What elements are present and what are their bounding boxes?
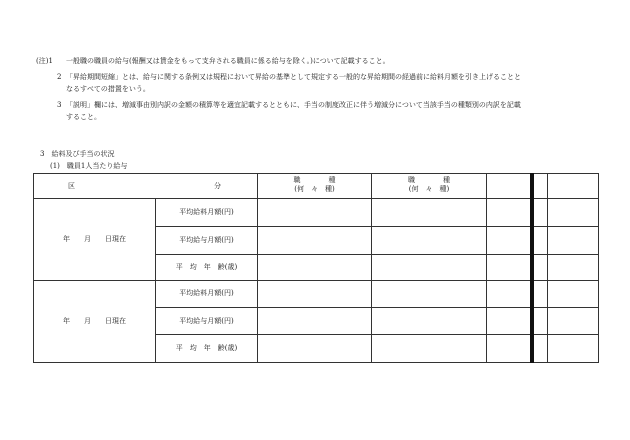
note-1: 一般職の職員の給与(報酬又は賃金をもって支弁される職員に係る給与を除く。)について記載すること。 xyxy=(66,57,390,65)
shokushu-sub: (何 々 種) xyxy=(294,185,335,193)
note-3-line2: すること。 xyxy=(66,113,101,121)
note-2-line2: なるすべての措置をいう。 xyxy=(66,85,150,93)
shokushu-header-2 xyxy=(372,176,486,194)
shokushu-title: 職 種 xyxy=(408,176,450,184)
shokushu-header-1 xyxy=(258,176,371,194)
table-line xyxy=(486,173,487,363)
row-label: 平 均 年 齢(歳) xyxy=(175,263,238,271)
table-line xyxy=(257,173,258,363)
table-line xyxy=(598,173,599,363)
section-subtitle: (1) 職員1人当たり給与 xyxy=(50,162,128,170)
note-2-number: 2 xyxy=(57,73,62,81)
section-title: 3 給料及び手当の状況 xyxy=(40,150,115,158)
note-3-number: 3 xyxy=(57,101,62,109)
table-line xyxy=(371,173,372,363)
table-line xyxy=(33,173,599,174)
header-ku: 区 xyxy=(68,182,75,190)
table-line xyxy=(33,198,599,199)
table-line xyxy=(33,280,599,281)
table-line xyxy=(33,362,599,363)
note-2-line1: 「昇給期間短縮」とは、給与に関する条例又は規程において昇給の基準として規定する一般的な昇給期間の経過前に給料月額を引き上げることと xyxy=(66,73,521,81)
row-label: 平均給与月額(円) xyxy=(179,317,234,325)
table-line xyxy=(33,173,34,363)
note-3-line1: 「説明」欄には、増減事由別内訳の金額の積算等を適宜記載するとともに、手当の制度改正に伴う増減分について当該手当の種類別の内訳を記載 xyxy=(66,101,521,109)
table-line xyxy=(547,173,548,363)
group-date: 年 月 日現在 xyxy=(63,235,126,243)
row-label: 平均給与月額(円) xyxy=(179,236,234,244)
shokushu-sub: (何 々 種) xyxy=(408,185,450,193)
row-label: 平 均 年 齢(歳) xyxy=(175,344,238,352)
header-bun: 分 xyxy=(214,182,221,190)
row-label: 平均給料月額(円) xyxy=(179,289,234,297)
table-line xyxy=(155,198,156,362)
shokushu-title: 職 種 xyxy=(293,176,336,184)
table-thick-divider xyxy=(530,173,534,363)
note-prefix: (注)1 xyxy=(36,57,53,65)
group-date: 年 月 日現在 xyxy=(63,317,126,325)
row-label: 平均給料月額(円) xyxy=(179,208,234,216)
